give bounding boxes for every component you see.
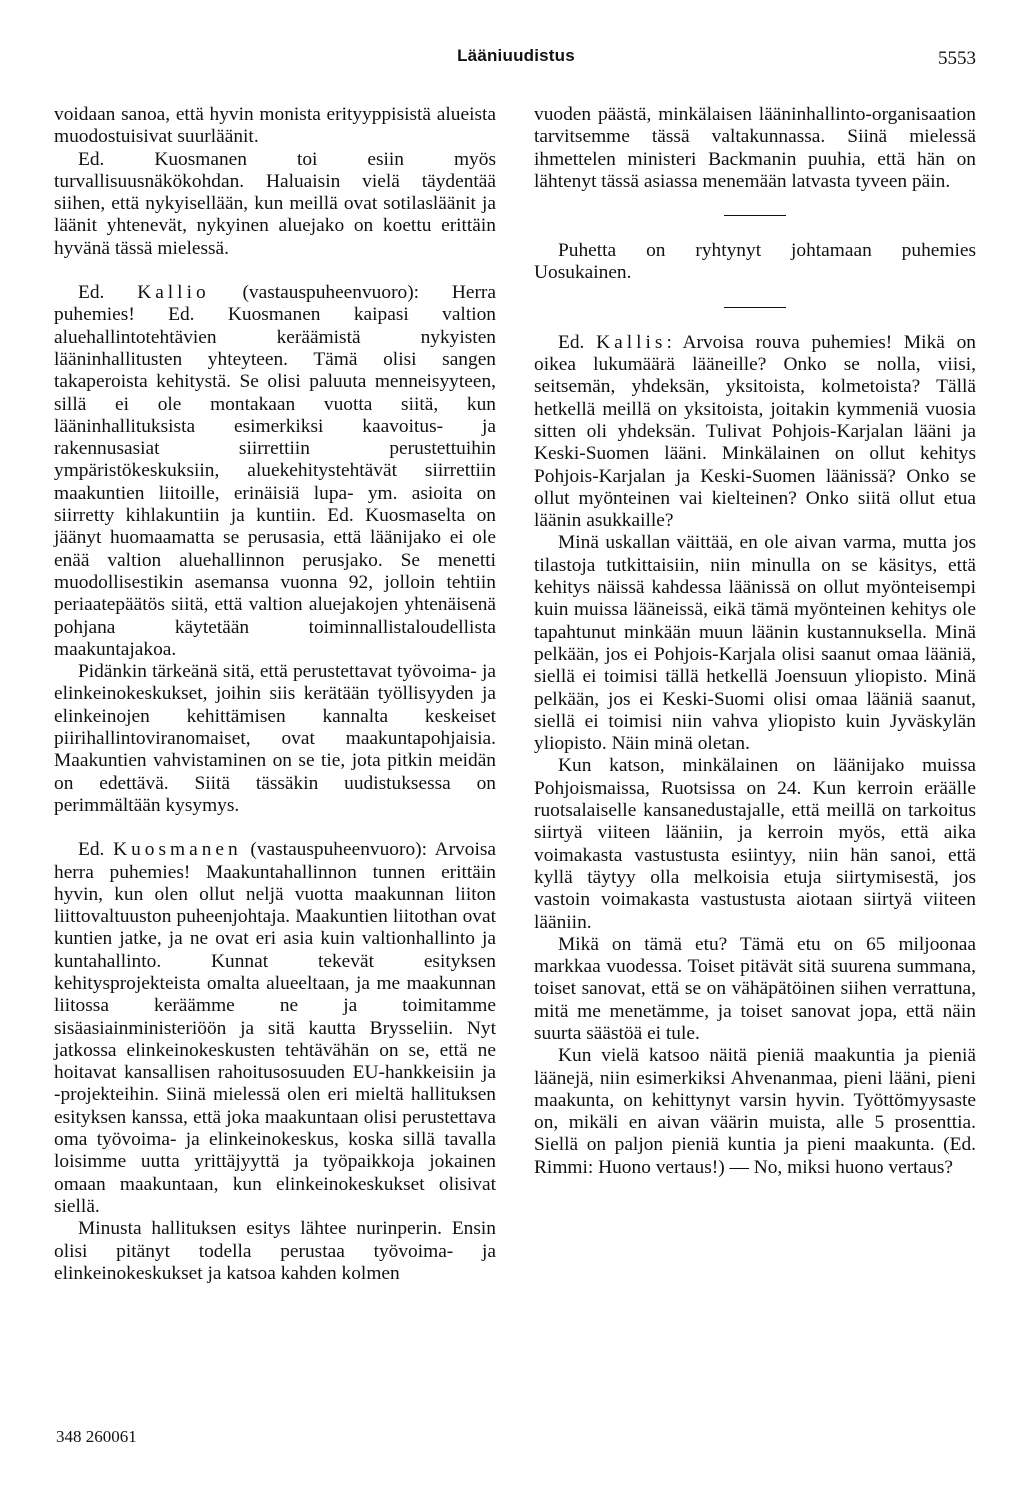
running-title: Lääniuudistus [457, 46, 575, 65]
right-column [534, 104, 976, 1179]
separator-rule [724, 215, 786, 216]
separator-rule [724, 307, 786, 308]
speaker-name: Kuosmanen [113, 839, 242, 861]
speaker-name: Kallio [137, 282, 210, 304]
speech-text: (vastauspuheenvuoro): Herra puhemies! Ed. Kuosmanen kaipasi valtion aluehallintotehtävien keräämistä nykyisten lääninhallitusten yhteyteen. Tämä olisi sangen takaperoista kehitystä. Se olisi paluuta menneisyyteen, sillä ei ole montakaan vuotta siitä, kun lääninhallituksista esimerkiksi kaavoitus- ja rakennusasiat siirrettiin perustettuihin ympäristökeskuksiin, aluekehitystehtävät siirrettiin maakuntien liitoille, erinäisiä lupa- ym. asioita on siirretty kihlakuntiin ja kuntiin. Ed. Kuosmaselta on jäänyt huomaamatta se perusasia, että läänijako ei ole enää valtion aluehallinnon perusjako. Se menetti muodollisestikin asemansa vuonna 92, jolloin tehtiin periaatepäätös siitä, että valtion aluejakojen yhtenäisenä pohjana käytetään toiminnallistaloudellista maakuntajakoa. [54, 282, 496, 660]
paragraph: Kun katson, minkälainen on läänijako muissa Pohjoismaissa, Ruotsissa on 24. Kun kerroin eräälle ruotsalaiselle kansanedustajalle, että meillä on tarkoitus siirtyä viiteen lääniin, ja kerroin myös, että aika voimakasta vastustusta esiintyy, niin hän sanoi, että kyllä täytyy olla melkoisia etuja siirtymisestä, jos vastoin voimakasta vastustusta aiotaan siirtyä viiteen lääniin. [534, 755, 976, 933]
paragraph: vuoden päästä, minkälaisen lääninhallinto-organisaation tarvitsemme tässä valtakunnassa. Siinä mielessä ihmettelen ministeri Backmanin puuhia, että hän on lähtenyt tässä asiassa menemään latvasta tyveen päin. [534, 104, 976, 192]
speech-kallis [534, 332, 976, 533]
paragraph: voidaan sanoa, että hyvin monista erityyppisistä alueista muodostuisivat suurläänit. [54, 104, 496, 148]
page-number: 5553 [938, 48, 976, 69]
left-column [54, 104, 496, 1285]
speaker-name: Kallis [596, 331, 667, 353]
speech-text: : Arvoisa rouva puhemies! Mikä on oikea lukumäärä lääneille? Onko se nolla, viisi, seitsemän, yhdeksän, yksitoista, kolmetoista? Tällä hetkellä meillä on yksitoista, joitakin kymmeniä vuosia sitten oli yhdeksän. Tulivat Pohjois-Karjalan lääni ja Keski-Suomen lääni. Minkälainen on ollut kehitys Pohjois-Karjalan ja Keski-Suomen läänissä? Onko se ollut myönteinen vai kielteinen? Onko siitä ollut etua läänin asukkaille? [534, 331, 976, 532]
paragraph: Kun vielä katsoo näitä pieniä maakuntia ja pieniä läänejä, niin esimerkiksi Ahvenanmaa, pieni lääni, pieni maakunta, on kehittynyt varsin hyvin. Työttömyysaste on, mikäli en aivan väärin muista, alle 5 prosenttia. Siellä on paljon pieniä kuntia ja pieni maakunta. (Ed. Rimmi: Huono vertaus!) — No, miksi huono vertaus? [534, 1045, 976, 1178]
title-prefix: Ed. [558, 331, 585, 353]
speech-text: (vastauspuheenvuoro): Arvoisa herra puhemies! Maakuntahallinnon tunnen erittäin hyvin, kun olen ollut neljä vuotta maakunnan liiton liittovaltuuston puheenjohtaja. Maakuntien liitothan ovat kuntien jatke, ja ne ovat eri asia kuin valtionhallinto ja kuntahallinto. Kunnat tekevät esityksen kehitysprojekteista omalta alueeltaan, ja me maakunnan liitossa keräämme ne ja toimitamme sisäasiainministeriöön ja sitä kautta Brysseliin. Nyt jatkossa elinkeinokeskusten tehtävähän on se, että ne hoitavat kansallisen rahoitusosuuden EU-hankkeisiin ja -projekteihin. Siinä mielessä olen eri mieltä hallituksen esityksen kanssa, että joka maakuntaan olisi perustettava oma työvoima- ja elinkeinokeskus, koska sillä tavalla loisimme uutta yrittäjyyttä ja työpaikkoja jokainen omaan maakuntaan, kun elinkeinokeskukset olisivat siellä. [54, 839, 496, 1217]
print-code: 348 260061 [56, 1427, 137, 1446]
page-header [56, 46, 976, 76]
paragraph: Minä uskallan väittää, en ole aivan varma, mutta jos tilastoja tutkittaisiin, niin minulla on se käsitys, että kehitys näissä kahdessa läänissä on ollut myönteisempi kuin muissa lääneissä, eikä tämä myönteinen kehitys ole tapahtunut minkään muun läänin kustannuksella. Minä pelkään, jos ei Pohjois-Karjala olisi saanut omaa lääniä, siellä ei toimisi tällä hetkellä Joensuun yliopisto. Minä pelkään, jos ei Keski-Suomi olisi omaa lääniä saanut, siellä ei toimisi niin vahva yliopisto kuin Jyväskylän yliopisto. Näin minä oletan. [534, 532, 976, 755]
chair-notice: Puhetta on ryhtynyt johtamaan puhemies Uosukainen. [534, 240, 976, 284]
paragraph: Pidänkin tärkeänä sitä, että perustettavat työvoima- ja elinkeinokeskukset, joihin siis kerätään työllisyyden ja elinkeinojen kehittämisen kannalta keskeiset piirihallintoviranomaiset, ovat maakuntapohjaisia. Maakuntien vahvistaminen on se tie, jota pitkin meidän on edettävä. Siitä tässäkin uudistuksessa on perimmältään kysymys. [54, 661, 496, 816]
title-prefix: Ed. [78, 282, 105, 304]
title-prefix: Ed. [78, 839, 105, 861]
paragraph: Minusta hallituksen esitys lähtee nurinperin. Ensin olisi pitänyt todella perustaa työvoima- ja elinkeinokeskukset ja katsoa kahden kolmen [54, 1218, 496, 1284]
paragraph: Mikä on tämä etu? Tämä etu on 65 miljoonaa markkaa vuodessa. Toiset pitävät sitä suurena summana, toiset sanovat, että se on vähäpätöinen siihen verrattuna, mitä me menetämme, ja toiset sanovat jopa, että näin suurta säästöä ei tule. [534, 933, 976, 1044]
paragraph: Ed. Kuosmanen toi esiin myös turvallisuusnäkökohdan. Haluaisin vielä täydentää siihen, että nykyisellään, kun meillä ovat sotilasläänit ja läänit yhtenevät, nykyinen aluejako on koettu erittäin hyvänä tässä mielessä. [54, 148, 496, 259]
speech-kuosmanen [54, 839, 496, 1218]
speech-kallio [54, 282, 496, 661]
